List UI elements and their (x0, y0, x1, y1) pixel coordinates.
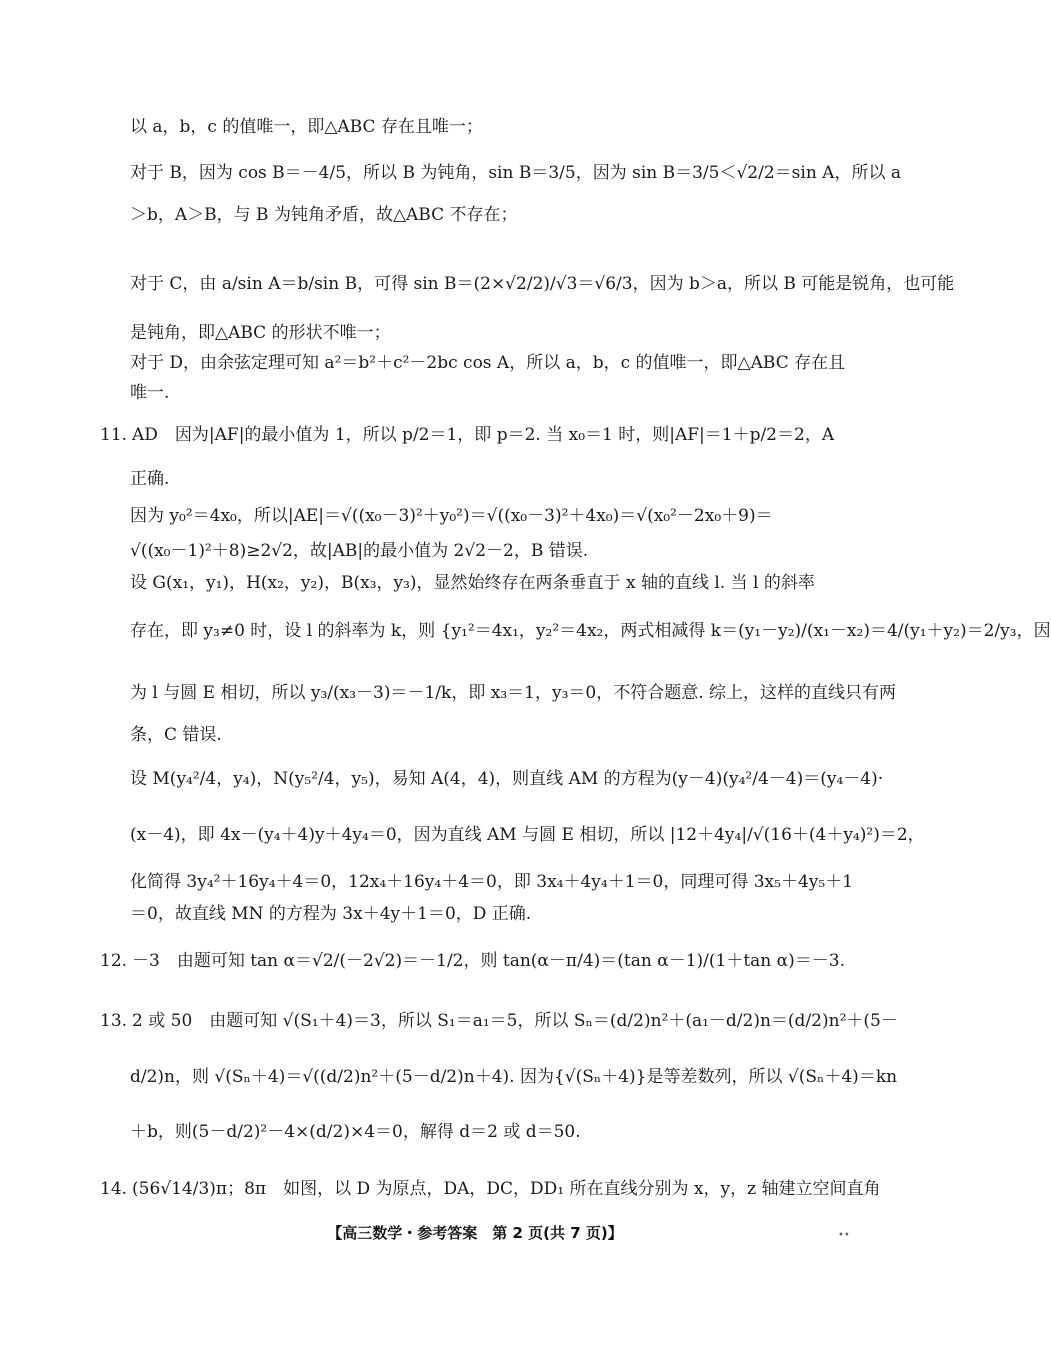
text-line: 以 a，b，c 的值唯一，即△ABC 存在且唯一； (130, 117, 483, 137)
text-line: AD 因为|AF|的最小值为 1，所以 p/2＝1，即 p＝2. 当 x₀＝1 时，则|AF|＝1＋p/2＝2，A (132, 425, 835, 445)
problem-number-14: 14. (100, 1179, 128, 1199)
text-line: 化简得 3y₄²＋16y₄＋4＝0，12x₄＋16y₄＋4＝0，即 3x₄＋4y₄＋1＝0，同理可得 3x₅＋4y₅＋1 (130, 872, 854, 892)
text-line: ＝0，故直线 MN 的方程为 3x＋4y＋1＝0，D 正确. (130, 904, 532, 924)
text-line: 设 G(x₁，y₁)，H(x₂，y₂)，B(x₃，y₃)，显然始终存在两条垂直于 x 轴的直线 l. 当 l 的斜率 (130, 573, 815, 593)
problem-number-13: 13. (100, 1011, 128, 1031)
text-line: 存在，即 y₃≠0 时，设 l 的斜率为 k，则 {y₁²＝4x₁，y₂²＝4x₂，两式相减得 k＝(y₁－y₂)/(x₁－x₂)＝4/(y₁＋y₂)＝2/y₃，因 (130, 621, 1051, 641)
text-line: 正确. (130, 469, 170, 489)
text-line: ＞b，A＞B，与 B 为钝角矛盾，故△ABC 不存在； (130, 205, 518, 225)
text-line: (56√14/3)π；8π 如图，以 D 为原点，DA，DC，DD₁ 所在直线分别为 x，y，z 轴建立空间直角 (132, 1179, 881, 1199)
text-line: 是钝角，即△ABC 的形状不唯一； (130, 323, 391, 343)
problem-number-11: 11. (100, 425, 128, 445)
text-line: 唯一. (130, 383, 170, 403)
text-line: d/2)n，则 √(Sₙ＋4)＝√((d/2)n²＋(5－d/2)n＋4). 因为{√(Sₙ＋4)}是等差数列，所以 √(Sₙ＋4)＝kn (130, 1067, 898, 1087)
text-line: 为 l 与圆 E 相切，所以 y₃/(x₃－3)＝－1/k，即 x₃＝1，y₃＝0，不符合题意. 综上，这样的直线只有两 (130, 683, 897, 703)
text-line: －3 由题可知 tan α＝√2/(－2√2)＝－1/2，则 tan(α－π/4)＝(tan α－1)/(1＋tan α)＝－3. (132, 951, 845, 971)
problem-number-12: 12. (100, 951, 128, 971)
text-line: 因为 y₀²＝4x₀，所以|AE|＝√((x₀－3)²＋y₀²)＝√((x₀－3)²＋4x₀)＝√(x₀²－2x₀＋9)＝ (130, 506, 773, 526)
text-line: ＋b，则(5－d/2)²－4×(d/2)×4＝0，解得 d＝2 或 d＝50. (130, 1122, 581, 1142)
text-line: 条，C 错误. (130, 725, 222, 745)
corner-mark: •• (838, 1230, 850, 1241)
text-line: 对于 D，由余弦定理可知 a²＝b²＋c²－2bc cos A，所以 a，b，c 的值唯一，即△ABC 存在且 (130, 353, 846, 373)
text-line: √((x₀－1)²＋8)≥2√2，故|AB|的最小值为 2√2－2，B 错误. (130, 541, 589, 561)
text-line: 设 M(y₄²/4，y₄)，N(y₅²/4，y₅)，易知 A(4，4)，则直线 AM 的方程为(y－4)(y₄²/4－4)＝(y₄－4)· (130, 769, 884, 789)
page-footer: 【高三数学・参考答案 第 2 页(共 7 页)】 (327, 1224, 623, 1242)
text-line: 对于 B，因为 cos B＝－4/5，所以 B 为钝角，sin B＝3/5，因为 sin B＝3/5＜√2/2＝sin A，所以 a (130, 163, 901, 183)
text-line: 对于 C，由 a/sin A＝b/sin B，可得 sin B＝(2×√2/2)/√3＝√6/3，因为 b＞a，所以 B 可能是锐角，也可能 (130, 274, 955, 294)
text-line: 2 或 50 由题可知 √(S₁＋4)＝3，所以 S₁＝a₁＝5，所以 Sₙ＝(d/2)n²＋(a₁－d/2)n＝(d/2)n²＋(5－ (132, 1011, 898, 1031)
text-line: (x－4)，即 4x－(y₄＋4)y＋4y₄＝0，因为直线 AM 与圆 E 相切，所以 |12＋4y₄|/√(16＋(4＋y₄)²)＝2， (130, 825, 925, 845)
